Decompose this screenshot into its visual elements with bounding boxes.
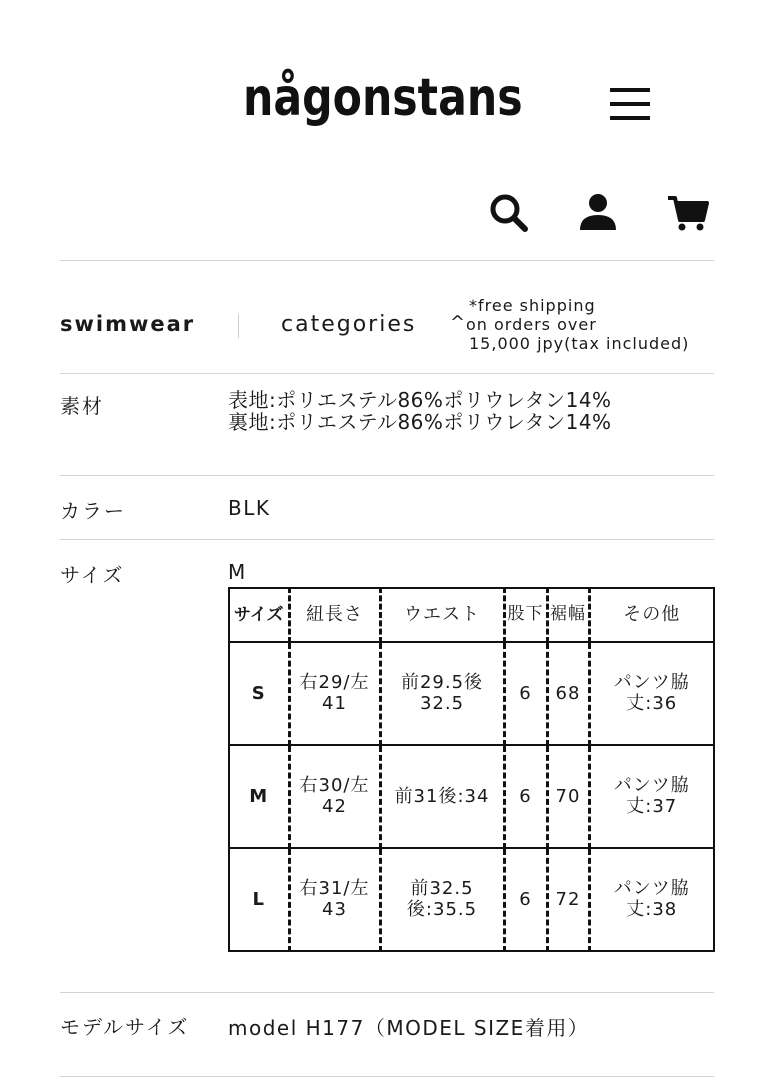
divider [60,475,714,476]
divider [60,260,714,261]
model-size-label: モデルサイズ [60,1015,190,1039]
table-cell: 72 [547,848,589,951]
nav-swimwear[interactable]: swimwear [60,312,196,336]
table-row [229,745,714,848]
shipping-line: 15,000 jpy(tax included) [469,334,690,353]
model-size-value: model H177（MODEL SIZE着用） [228,1016,590,1040]
shipping-notice [466,296,690,353]
table-header-cell: 股下 [504,588,547,642]
color-value: BLK [228,496,271,520]
table-header-cell: 裾幅 [547,588,589,642]
table-cell: 6 [504,745,547,848]
nav-separator [238,314,239,338]
table-header-cell: その他 [589,588,714,642]
table-cell: 右29/左41 [289,642,380,745]
table-cell: 68 [547,642,589,745]
cart-icon[interactable] [666,190,710,234]
divider [60,1076,714,1077]
material-line: 表地:ポリエステル86%ポリウレタン14% [228,388,612,412]
user-icon[interactable] [576,190,620,234]
table-cell: パンツ脇丈:36 [589,642,714,745]
table-cell: 前29.5後32.5 [380,642,504,745]
brand-logo[interactable]: någonstans [243,68,523,128]
table-cell: 前31後:34 [380,745,504,848]
table-cell: 6 [504,848,547,951]
material-line: 裏地:ポリエステル86%ポリウレタン14% [228,410,612,434]
table-header-cell: サイズ [229,588,289,642]
table-cell-size: M [229,745,289,848]
divider [60,373,714,374]
divider [60,539,714,540]
table-row [229,848,714,951]
table-cell: 70 [547,745,589,848]
size-table [228,587,715,952]
color-label: カラー [60,499,126,523]
table-cell: 6 [504,642,547,745]
divider [60,992,714,993]
search-icon[interactable] [486,190,530,234]
table-cell: 右30/左42 [289,745,380,848]
menu-icon[interactable] [610,86,652,122]
table-header-cell: ウエスト [380,588,504,642]
table-cell-size: L [229,848,289,951]
table-header-cell: 紐長さ [289,588,380,642]
size-value: M [228,560,247,584]
shipping-line: *free shipping [469,296,596,315]
table-cell: パンツ脇丈:38 [589,848,714,951]
table-cell: 前32.5後:35.5 [380,848,504,951]
table-header-row [229,588,714,642]
material-value [228,389,612,433]
chevron-up-icon[interactable]: ^ [450,312,466,333]
table-row [229,642,714,745]
table-cell-size: S [229,642,289,745]
shipping-line: on orders over [466,315,597,334]
material-label: 素材 [60,394,104,418]
table-cell: パンツ脇丈:37 [589,745,714,848]
table-cell: 右31/左43 [289,848,380,951]
nav-categories[interactable]: categories [281,312,417,337]
size-label: サイズ [60,563,125,587]
